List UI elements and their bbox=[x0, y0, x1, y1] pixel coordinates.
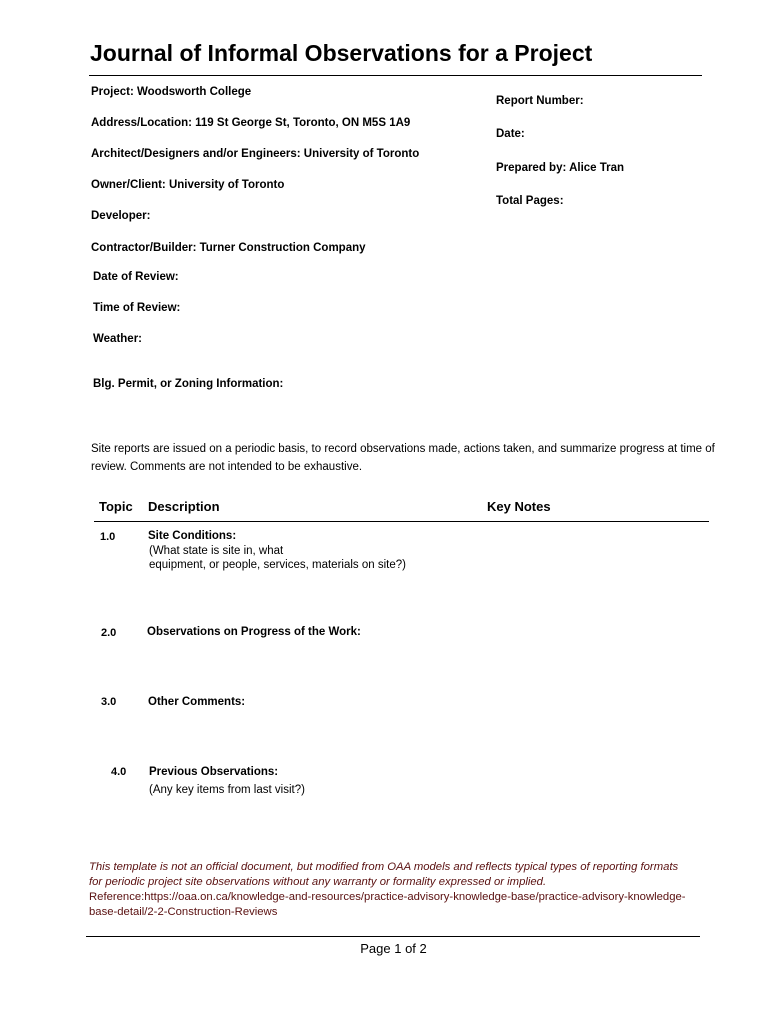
title-rule bbox=[89, 75, 702, 76]
field-total-pages: Total Pages: bbox=[496, 195, 564, 207]
field-owner: Owner/Client: University of Toronto bbox=[91, 179, 285, 191]
field-prepared-by: Prepared by: Alice Tran bbox=[496, 162, 625, 174]
field-report-number: Report Number: bbox=[496, 95, 584, 107]
row-topic: Previous Observations: bbox=[149, 766, 279, 778]
row-number: 4.0 bbox=[111, 766, 127, 778]
row-subtext: (Any key items from last visit?) bbox=[149, 784, 305, 796]
table-header-rule bbox=[94, 521, 709, 522]
disclaimer bbox=[89, 860, 689, 920]
row-number: 2.0 bbox=[101, 627, 117, 639]
page-number: Page 1 of 2 bbox=[360, 941, 427, 956]
field-weather: Weather: bbox=[93, 333, 142, 345]
field-permit: Blg. Permit, or Zoning Information: bbox=[93, 378, 284, 390]
field-architect: Architect/Designers and/or Engineers: University of Toronto bbox=[91, 148, 420, 160]
row-topic: Site Conditions: bbox=[148, 530, 237, 542]
intro-paragraph: Site reports are issued on a periodic basis, to record observations made, actions taken, and summarize progress at time of review. Comments are not intended to be exhaustive. bbox=[91, 443, 715, 473]
row-number: 1.0 bbox=[100, 531, 116, 543]
field-address: Address/Location: 119 St George St, Toronto, ON M5S 1A9 bbox=[91, 117, 411, 129]
table-header-key-notes: Key Notes bbox=[487, 499, 551, 514]
field-project: Project: Woodsworth College bbox=[91, 86, 252, 98]
disclaimer-text: This template is not an official document, but modified from OAA models and reflects typical types of reporting formats for periodic project site observations without any warranty or formality expressed or implied. bbox=[89, 861, 679, 888]
row-subtext: equipment, or people, services, materials on site?) bbox=[149, 559, 406, 571]
page-title: Journal of Informal Observations for a Project bbox=[90, 40, 593, 66]
footer-rule bbox=[86, 936, 700, 937]
field-developer: Developer: bbox=[91, 210, 151, 222]
field-date: Date: bbox=[496, 128, 525, 140]
row-subtext: (What state is site in, what bbox=[149, 545, 284, 557]
table-header-topic: Topic bbox=[99, 499, 133, 514]
field-date-of-review: Date of Review: bbox=[93, 271, 179, 283]
field-time-of-review: Time of Review: bbox=[93, 302, 181, 314]
row-topic: Observations on Progress of the Work: bbox=[147, 626, 361, 638]
row-number: 3.0 bbox=[101, 696, 117, 708]
row-topic: Other Comments: bbox=[148, 696, 246, 708]
table-header-description: Description bbox=[148, 499, 220, 514]
field-contractor: Contractor/Builder: Turner Construction Company bbox=[91, 242, 366, 254]
reference-text: Reference:https://oaa.on.ca/knowledge-and-resources/practice-advisory-knowledge-base/practice-advisory-knowledge-base-detail/2-2-Construction-Reviews bbox=[89, 891, 686, 918]
